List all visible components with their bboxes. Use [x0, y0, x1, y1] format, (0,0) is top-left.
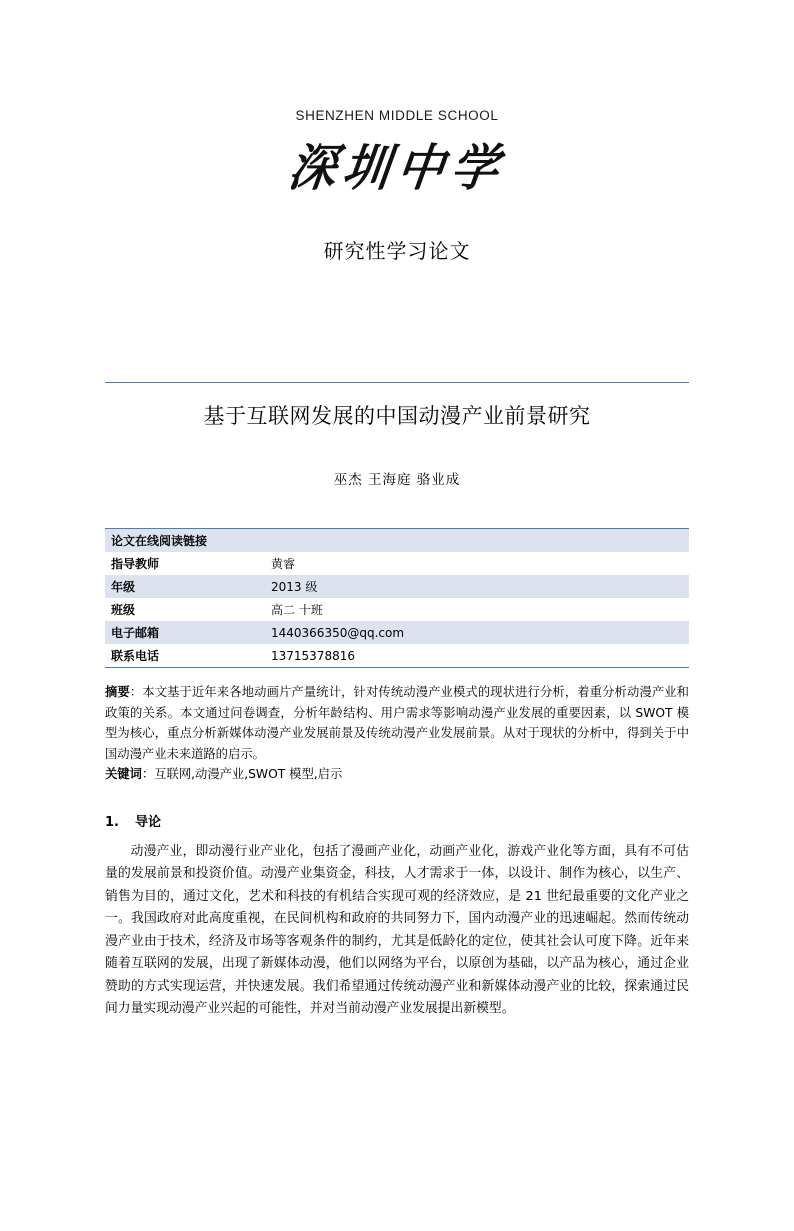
info-key-class: 班级 — [111, 603, 136, 617]
info-key-phone: 联系电话 — [111, 649, 160, 663]
info-value-email: 1440366350@qq.com — [241, 621, 689, 644]
document-type-label: 研究性学习论文 — [323, 239, 471, 263]
page-title: 基于互联网发展的中国动漫产业前景研究 — [203, 404, 591, 428]
keywords-text: 互联网,动漫产业,SWOT 模型,启示 — [154, 767, 343, 781]
abstract-colon: ： — [129, 685, 143, 699]
info-key-grade: 年级 — [105, 575, 241, 598]
info-value-advisor: 黄睿 — [271, 557, 296, 571]
table-row — [105, 529, 689, 553]
school-logo — [105, 137, 689, 207]
info-key-advisor: 指导教师 — [111, 557, 160, 571]
table-row — [105, 575, 689, 598]
author-list: 巫杰 王海庭 骆业成 — [333, 472, 461, 488]
table-row — [105, 552, 689, 575]
table-row — [105, 621, 689, 644]
section-number: 1. — [105, 814, 119, 830]
info-value-phone: 13715378816 — [271, 648, 355, 663]
document-page — [0, 108, 794, 1231]
title-divider-rule — [105, 382, 689, 383]
section-heading-1 — [105, 811, 689, 830]
keywords-colon: ： — [141, 767, 155, 781]
abstract-label: 摘要 — [105, 685, 130, 699]
abstract-block — [105, 682, 689, 764]
info-table-header-label[interactable]: 论文在线阅读链接 — [105, 529, 689, 553]
keywords-block — [105, 764, 689, 785]
table-row — [105, 598, 689, 621]
paper-info-table — [105, 528, 689, 668]
info-key-email: 电子邮箱 — [105, 621, 241, 644]
school-name-english: SHENZHEN MIDDLE SCHOOL — [295, 108, 499, 123]
info-value-grade: 2013 级 — [241, 575, 689, 598]
keywords-label: 关键词 — [105, 767, 142, 781]
abstract-text: 本文基于近年来各地动画片产量统计，针对传统动漫产业模式的现状进行分析，着重分析动漫产业和政策的关系。本文通过问卷调查，分析年龄结构、用户需求等影响动漫产业发展的重要因素，以 SWOT 模型为核心，重点分析新媒体动漫产业发展前景及传统动漫产业发展前景。从对于现状的分析中，得到关于中国动漫产业未来道路的启示。 — [105, 685, 689, 761]
table-row — [105, 644, 689, 668]
school-logo-calligraphy: 深圳中学 — [285, 139, 509, 198]
section-title: 导论 — [135, 814, 162, 830]
info-value-class: 高二 十班 — [271, 603, 323, 617]
section-1-paragraph: 动漫产业，即动漫行业产业化，包括了漫画产业化，动画产业化，游戏产业化等方面，具有不可估量的发展前景和投资价值。动漫产业集资金，科技，人才需求于一体，以设计、制作为核心，以生产、销售为目的，通过文化，艺术和科技的有机结合实现可观的经济效应，是 21 世纪最重要的文化产业之一。我国政府对此高度重视，在民间机构和政府的共同努力下，国内动漫产业的迅速崛起。然而传统动漫产业由于技术，经济及市场等客观条件的制约，尤其是低龄化的定位，使其社会认可度下降。近年来随着互联网的发展，出现了新媒体动漫，他们以网络为平台，以原创为基础，以产品为核心，通过企业赞助的方式实现运营，并快速发展。我们希望通过传统动漫产业和新媒体动漫产业的比较，探索通过民间力量实现动漫产业兴起的可能性，并对当前动漫产业发展提出新模型。 — [105, 843, 689, 1016]
